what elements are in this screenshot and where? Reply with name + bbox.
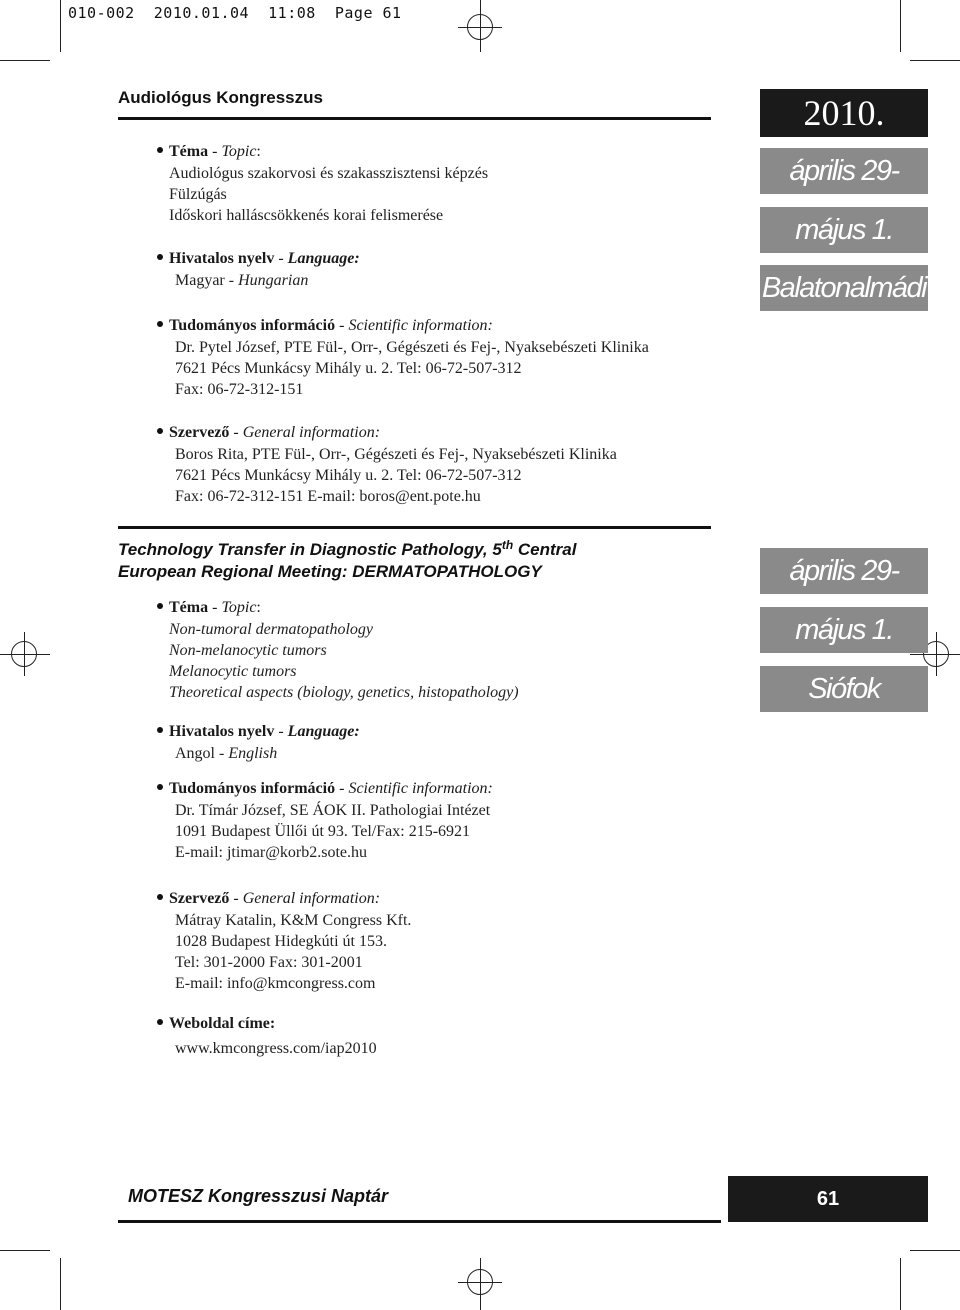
registration-mark xyxy=(936,632,937,676)
bullet-icon xyxy=(157,1019,163,1025)
bullet-icon xyxy=(157,727,163,733)
event2-end-date: május 1. xyxy=(760,607,928,653)
event2-place: Siófok xyxy=(760,666,928,712)
crop-mark xyxy=(910,60,960,61)
event2-language: Hivatalos nyelv - Language: Angol - English xyxy=(157,721,757,764)
topic-line: Időskori halláscsökkenés korai felismerése xyxy=(169,207,444,224)
registration-mark xyxy=(480,1258,481,1310)
crop-mark xyxy=(60,0,61,52)
bullet-icon xyxy=(157,603,163,609)
page-number: 61 xyxy=(728,1176,928,1222)
section-rule xyxy=(118,526,711,529)
event2-title: Technology Transfer in Diagnostic Pathology, 5th Central European Regional Meeting: DERMATOPATHOLOGY xyxy=(118,538,577,581)
print-slug: 010-002 2010.01.04 11:08 Page 61 xyxy=(68,4,402,22)
event1-language: Hivatalos nyelv - Language: Magyar - Hungarian xyxy=(157,248,757,291)
registration-mark xyxy=(480,0,481,52)
registration-mark xyxy=(458,1282,502,1283)
event2-start-date: április 29- xyxy=(760,548,928,594)
topic-line: Audiológus szakorvosi és szakasszisztensi képzés xyxy=(169,165,489,182)
bullet-icon xyxy=(157,784,163,790)
registration-mark xyxy=(24,632,25,676)
crop-mark xyxy=(910,1250,960,1251)
crop-mark xyxy=(0,60,50,61)
bullet-icon xyxy=(157,147,163,153)
event1-start-date: április 29- xyxy=(760,148,928,194)
event2-website: Weboldal címe: www.kmcongress.com/iap2010 xyxy=(157,1013,757,1059)
footer-rule xyxy=(118,1220,721,1223)
topic-line: Fülzúgás xyxy=(169,186,227,203)
footer-title: MOTESZ Kongresszusi Naptár xyxy=(128,1186,389,1206)
bullet-icon xyxy=(157,894,163,900)
crop-mark xyxy=(0,1250,50,1251)
registration-mark xyxy=(0,654,50,655)
registration-mark xyxy=(458,27,502,28)
crop-mark xyxy=(900,0,901,52)
bullet-icon xyxy=(157,321,163,327)
bullet-icon xyxy=(157,428,163,434)
event1-title: Audiológus Kongresszus xyxy=(118,88,323,107)
website-url[interactable]: www.kmcongress.com/iap2010 xyxy=(175,1040,377,1057)
event1-organizer: Szervező - General information: Boros Rita, PTE Fül-, Orr-, Gégészeti és Fej-, Nyaksebészeti Klinika 7621 Pécs Munkácsy Mihály u. 2. Tel: 06-72-507-312 Fax: 06-72-312-151 E-mail: boros@ent.pote.hu xyxy=(157,422,757,507)
bullet-icon xyxy=(157,254,163,260)
event1-topic: Téma - Topic: Audiológus szakorvosi és szakasszisztensi képzés Fülzúgás Időskori halláscsökkenés korai felismerése xyxy=(157,141,757,226)
event2-organizer: Szervező - General information: Mátray Katalin, K&M Congress Kft. 1028 Budapest Hidegkúti út 153. Tel: 301-2000 Fax: 301-2001 E-mail: info@kmcongress.com xyxy=(157,888,757,994)
event2-topic: Téma - Topic: Non-tumoral dermatopathology Non-melanocytic tumors Melanocytic tumors Theoretical aspects (biology, genetics, histopathology) xyxy=(157,597,757,703)
event1-place: Balatonalmádi xyxy=(760,265,928,311)
registration-mark xyxy=(910,654,960,655)
event1-end-date: május 1. xyxy=(760,207,928,253)
section-rule xyxy=(118,117,711,120)
event2-scientific: Tudományos információ - Scientific information: Dr. Tímár József, SE ÁOK II. Pathologiai Intézet 1091 Budapest Üllői út 93. Tel/Fax: 215-6921 E-mail: jtimar@korb2.sote.hu xyxy=(157,778,757,863)
event1-scientific: Tudományos információ - Scientific information: Dr. Pytel József, PTE Fül-, Orr-, Gégészeti és Fej-, Nyaksebészeti Klinika 7621 Pécs Munkácsy Mihály u. 2. Tel: 06-72-507-312 Fax: 06-72-312-151 xyxy=(157,315,757,400)
crop-mark xyxy=(60,1258,61,1310)
crop-mark xyxy=(900,1258,901,1310)
event1-year-box: 2010. xyxy=(760,89,928,137)
